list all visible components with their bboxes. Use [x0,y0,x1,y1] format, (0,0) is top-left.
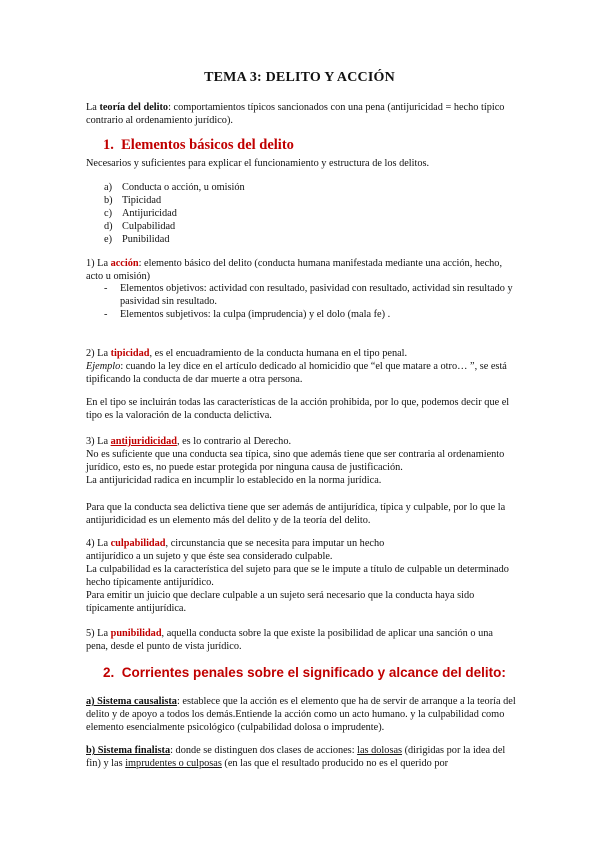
finalista-text-2: (dirigidas por la idea del fin) y las [86,745,506,769]
list-item [104,220,245,233]
list-item-text: Elementos subjetivos: la culpa (imprudencia) y el dolo (mala fe) . [120,309,391,320]
finalista-paragraph [86,744,516,770]
finalista-text-3: (en las que el resultado producido no es el querido por [221,758,449,769]
section2-heading [103,665,506,680]
list-item [104,282,516,308]
culpabilidad-text: , circunstancia que se necesita para imputar un hecho [165,538,385,549]
tipicidad-term: tipicidad [110,348,150,359]
punibilidad-text: , aquella conducta sobre la que existe la posibilidad de aplicar una sanción o una pena, desde el punto de vista jurídico. [86,628,493,652]
causalista-paragraph [86,695,516,734]
list-item-label: d) [104,221,113,232]
antijuridicidad-line2: No es suficiente que una conducta sea típica, sino que además tiene que ser contraria al ordenamiento jurídico, esto es, no puede estar protegida por ninguna causa de justificación. [86,449,505,473]
list-item-text: Conducta o acción, u omisión [122,182,245,193]
example-label: Ejemplo [86,361,121,372]
antijuridicidad-text: , es lo contrario al Derecho. [176,436,292,447]
list-item-text: Culpabilidad [122,221,176,232]
tipicidad-paragraph [86,347,516,386]
finalista-term: b) Sistema finalista [86,745,171,756]
culpabilidad-term: culpabilidad [110,538,166,549]
list-item-text: Punibilidad [122,234,170,245]
section1-lead: Necesarios y suficientes para explicar el funcionamiento y estructura de los delitos. [86,158,430,169]
bullet-dash: - [104,283,108,294]
culpabilidad-line4: Para emitir un juicio que declare culpable a un sujeto será necesario que la conducta haya sido típicamente antijurídica. [86,590,475,614]
finalista-culposas: imprudentes o culposas [125,758,222,769]
list-item [104,207,245,220]
list-item [104,233,245,246]
tipicidad-para: En el tipo se incluirán todas las características de la acción prohibida, por lo que, podemos decir que el tipo es la valoración de la conducta delictiva. [86,397,510,421]
causalista-text: : establece que la acción es el elemento que ha de servir de arranque a la teoría del delito y de apoyo a todos los demás.Entiende la acción como un acto humano. y la culpabilidad como elemento esencialmente psicológico (culpabilidad dolosa o imprudente). [86,696,516,733]
section1-heading [103,137,294,154]
antijuridicidad-pre: 3) La [86,436,111,447]
tipicidad-pre: 2) La [86,348,111,359]
section1-title: Elementos básicos del delito [121,137,294,153]
accion-pre: 1) La [86,258,111,269]
list-item [104,181,245,194]
finalista-text-1: : donde se distinguen dos clases de acciones: [170,745,358,756]
intro-text: : comportamientos típicos sancionados con una pena (antijuricidad = hecho típico contrario al ordenamiento jurídico). [86,102,505,126]
list-item [104,308,516,321]
culpabilidad-line3: La culpabilidad es la característica del sujeto para que se le impute a título de culpable un determinado hecho típicamente antijurídico. [86,564,509,588]
antijuridicidad-para: Para que la conducta sea delictiva tiene que ser además de antijurídica, típica y culpable, por lo que la antijuridicidad es un elemento más del delito y de la teoría del delito. [86,502,506,526]
example-text: : cuando la ley dice en el artículo dedicado al homicidio que “el que matare a otro… ”, se está tipificando la conducta de dar muerte a otra persona. [86,361,507,385]
elements-list [104,181,245,246]
list-item-label: c) [104,208,112,219]
punibilidad-term: punibilidad [110,628,162,639]
list-item-text: Tipicidad [122,195,162,206]
tipicidad-text: , es el encuadramiento de la conducta humana en el tipo penal. [149,348,408,359]
accion-paragraph [86,257,516,283]
intro-pre: La [86,102,100,113]
section2-number: 2. [103,665,115,680]
list-item-label: b) [104,195,113,206]
document-title: TEMA 3: DELITO Y ACCIÓN [204,70,395,85]
punibilidad-paragraph [86,627,516,653]
list-item-label: e) [104,234,112,245]
accion-term: acción [110,258,139,269]
list-item-text: Antijuricidad [122,208,177,219]
finalista-dolosas: las dolosas [357,745,403,756]
punibilidad-pre: 5) La [86,628,111,639]
antijuridicidad-paragraph [86,435,516,487]
culpabilidad-line2: antijurídico a un sujeto y que éste sea considerado culpable. [86,551,333,562]
accion-bullets [104,282,516,321]
list-item [104,194,245,207]
intro-paragraph [86,101,516,127]
section2-title: Corrientes penales sobre el significado y alcance del delito: [121,665,506,680]
list-item-label: a) [104,182,112,193]
antijuridicidad-line3: La antijuricidad radica en incumplir lo establecido en la norma jurídica. [86,475,382,486]
culpabilidad-paragraph [86,537,516,615]
causalista-term: a) Sistema causalista [86,696,177,707]
section1-number: 1. [103,137,114,153]
bullet-dash: - [104,309,108,320]
culpabilidad-pre: 4) La [86,538,111,549]
list-item-text: Elementos objetivos: actividad con resultado, pasividad con resultado, actividad sin resultado y pasividad sin resultado. [120,283,513,307]
intro-term: teoría del delito [99,102,169,113]
accion-text: : elemento básico del delito (conducta humana manifestada mediante una acción, hecho, acto u omisión) [86,258,503,282]
antijuridicidad-term: antijuridicidad [110,436,177,447]
